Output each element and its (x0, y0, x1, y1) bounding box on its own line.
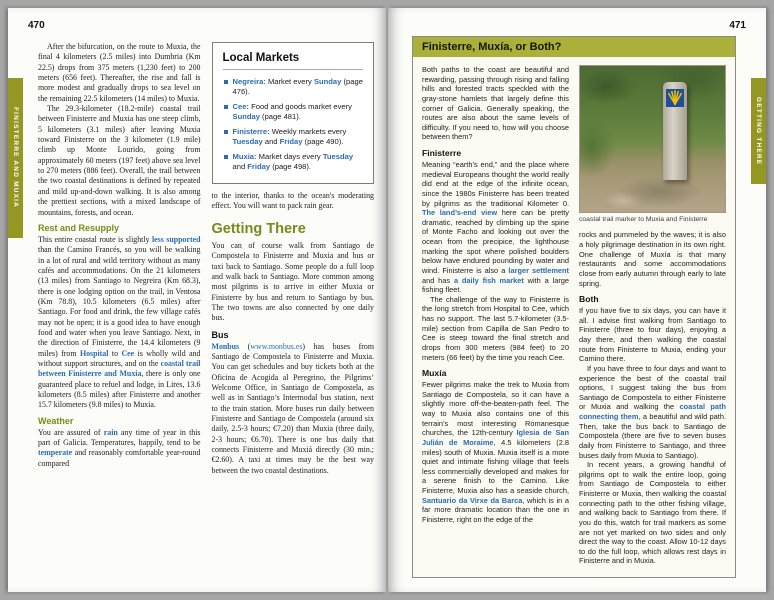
bus-heading: Bus (211, 329, 229, 340)
scallop-shell-icon (666, 89, 684, 107)
text-segment: , which is in a far more dramatic location than the one in Finisterre, right on the edge of the (422, 495, 569, 524)
feature-box-finisterre-muxia-or-both (412, 36, 736, 578)
feature-box-column-1 (422, 65, 569, 569)
cross-reference-link[interactable]: Tuesday (322, 152, 354, 162)
left-page-content (38, 42, 374, 580)
bullet-icon (224, 80, 228, 84)
paragraph: Both paths to the coast are beautiful and rewarding, passing through rising and falling hills and forested tracts speckled with the gray-stone hamlets that largely define this corner of Galicia. Generally speaking, the routes are also about the same levels of difficulty. If you need to, how will you choose between them? (422, 65, 569, 142)
text-segment: and reasonably comfortable year-round compared (38, 448, 201, 468)
page-left (8, 8, 386, 592)
market-list-item (223, 77, 364, 97)
rest-and-resupply-heading: Rest and Resupply (38, 222, 120, 233)
paragraph: After the bifurcation, on the route to Muxia, the final 4 kilometers (2.5 miles) into Dumbria (Km 22.5) drops from 375 meters (1,230 feet) to 200 meters (656 feet). Thereafter, the rise and fall is more modest and gradually drops to sea level on the remaining 22.5 kilometers (14 miles) to Muxia. (38, 42, 201, 103)
cross-reference-link[interactable]: coastal path connecting them (579, 402, 726, 422)
text-segment: , 4.5 kilometers (2.8 miles) south of Muxia. Muxia itself is a more quiet and intimate fishing village that feels less commercially developed and makes for a serene finish to the Camino. Like Finisterre, Muxia also has a seaside church, (422, 437, 569, 495)
market-item-text (233, 102, 352, 121)
paragraph: In recent years, a growing handful of pilgrims opt to walk the entire loop, going from Santiago de Compostela to either Finisterre or Muxia, then walking the coastal connecting path to the other fishing village, and walking back to Santiago from there. If you do this, watch for trail markers as some are not yet marked on two sides and only direct the way to the coast. Allow 10-12 days to do the full loop, which allows rest days in Finisterre and in Muxia. (579, 460, 726, 566)
text-segment: and has (422, 275, 454, 285)
page-right (388, 8, 766, 592)
cross-reference-link[interactable]: Negreira: (232, 77, 266, 86)
chapter-tab-label: FINISTERRE AND MUXIA (12, 107, 19, 209)
cross-reference-link[interactable]: Iglesia de San Julián de Moraime (422, 428, 570, 447)
section-tab-getting-there (751, 78, 766, 184)
text-segment: (page 498). (270, 162, 312, 172)
feature-box-title: Finisterre, Muxía, or Both? (413, 37, 735, 57)
finisterre-heading: Finisterre (422, 148, 462, 158)
cross-reference-link[interactable]: temperate (38, 448, 73, 458)
cross-reference-link[interactable]: Monbus (211, 341, 240, 351)
cross-reference-link[interactable]: Muxia: (232, 152, 257, 162)
text-segment: If you have three to four days and want to experience the best of the coastal trail options, I suggest taking the bus from Santiago de Compostela to either Finisterre or Muxia and walking the (579, 363, 726, 412)
cross-reference-link[interactable]: www.monbus.es (250, 341, 303, 351)
getting-there-heading: Getting There (211, 220, 306, 237)
text-segment: This entire coastal route is slightly (38, 234, 152, 244)
paragraph: If you have five to six days, you can have it all. I advise first walking from Santiago to Finisterre (three to four days), enjoying a day there, and then walking the coastal route from Finisterre to Muxia, ending your Camino there. (579, 306, 726, 364)
cross-reference-link[interactable]: larger settlement (508, 265, 569, 275)
text-segment: Market days every (256, 152, 323, 162)
local-markets-box (212, 42, 375, 184)
text-segment: (page 481). (259, 112, 301, 122)
market-list-item (223, 127, 364, 147)
text-segment: ( (239, 341, 251, 351)
market-item-text (233, 127, 347, 146)
text-segment: (page 476). (232, 77, 363, 97)
chapter-tab-finisterre-and-muxia (8, 78, 23, 238)
market-item-text (233, 152, 354, 171)
cross-reference-link[interactable]: a daily fish market (453, 275, 524, 285)
cross-reference-link[interactable]: less supported (151, 234, 201, 244)
text-segment: , there is only one guaranteed place to refuel and lodge, in Lires, 13.6 kilometers (8.5 miles) after Finisterre and another 15.7 kilometers (9.8 miles) to Muxia. (38, 369, 201, 410)
cross-reference-link[interactable]: Cee: (232, 102, 249, 112)
section-tab-label: GETTING THERE (755, 96, 762, 166)
text-segment: to (108, 348, 122, 358)
text-segment: Food and goods market every (248, 102, 352, 112)
cross-reference-link[interactable]: rain (103, 427, 118, 437)
paragraph: You can of course walk from Santiago de Compostela to Finisterre and Muxia and bus or taxi back to Santiago. Some people do a full loop and walk back to Santiago. More common among most pilgrims is to arrive in either Muxia or Finisterre by bus and return to Santiago by bus. The two towns are also connected by one daily bus. (211, 240, 374, 323)
text-segment: here can be pretty dramatic, reached by climbing up the spine of Monte Facho and looking out over the ocean from the precipice, the lighthouse marking the spot where polished boulders below have endured pounding by water and wind. Finisterre is also a (422, 208, 569, 275)
text-segment: , a beautiful and wild path. Then, take the bus back to Santiago de Compostela (there are five to seven buses daily from Finisterre to Santiago, and three buses daily from Muxia to Santiago). (579, 412, 726, 460)
text-segment: Meaning “earth’s end,” and the place where medieval Europeans thought the world really did end at the edge of the infinite ocean, since the 1980s Finisterre has been treated by pilgrims as the traditional Kilometer 0. (422, 160, 569, 208)
text-segment: You are assured of (38, 427, 104, 437)
trail-marker-photo (579, 65, 726, 213)
text-segment: is wholly wild and without support structures, and on the (38, 348, 201, 368)
paragraph (38, 428, 201, 469)
text-segment: Weekly markets every (269, 127, 347, 137)
paragraph (38, 235, 201, 411)
both-heading: Both (579, 294, 599, 305)
trail-marker-post (663, 82, 687, 180)
text-segment: and (232, 162, 248, 172)
text-segment: with a large fishing fleet. (422, 275, 569, 295)
market-list-item (223, 152, 364, 172)
muxia-heading: Muxía (422, 368, 447, 379)
cross-reference-link[interactable]: Friday (247, 162, 271, 172)
text-segment: than the Camino Francés, so you will be walking in a lot of rural and wild territory without as many cafés and accommodations. On the 21 kilometers (13 miles) from Santiago to Negreira (Km 68.3), there is one lodging option on the trail, in Ventosa (Km 78.8), 10.5 kilometers (6.5 miles) after Santiago. For food and drink, the few village cafés may not be open; it is a good idea to have enough food and water when you leave Santiago. Next, in the direction of Finisterre, the 14.4 kilometers (9 miles) from (38, 245, 201, 358)
cross-reference-link[interactable]: Cee (121, 348, 135, 358)
bullet-icon (224, 105, 228, 109)
paragraph: The challenge of the way to Finisterre is the long stretch from Hospital to Cee, which has no support. The last 5.7-kilometer (3.5-mile) section from Capilla de San Pedro to Cee is steep toward the final stretch and drops from 300 meters (984 feet) to 20 meters (66 feet) by the time you reach Cee. (422, 294, 569, 362)
text-segment: any time of year in this part of Galicia. Temperatures, happily, tend to be (38, 427, 201, 448)
left-column-2 (212, 42, 375, 580)
paragraph (422, 380, 569, 524)
paragraph: The 29.3-kilometer (18.2-mile) coastal trail between Finisterre and Muxia has one steep climb, 5 kilometers (3.1 miles) after leaving Muxia toward Finisterre on the 3 kilometer (1.9 mile) climb up Monte Lourido, going from approximately 60 meters (197 feet) above sea level to 270 meters (886 feet). Overall, the trail between the two coastal destinations is defined by repeated and mild up-and-down walking. It is also among the prettiest sections, with a mixed landscape of mountains, forests, and ocean. (38, 104, 201, 217)
text-segment: Fewer pilgrims make the trek to Muxia from Santiago de Compostela, so it can have a slightly more off-the-beaten-path feel. The way to Muxia also contains one of this terrain’s most interesting Romanesque churches, the 12th-century (422, 380, 569, 438)
cross-reference-link[interactable]: Finisterre: (232, 127, 270, 137)
cross-reference-link[interactable]: Sunday (232, 112, 260, 122)
photo-caption: coastal trail marker to Muxia and Finisterre (579, 216, 708, 223)
paragraph (422, 160, 569, 295)
paragraph: to the interior, thanks to the ocean's moderating effect. You will want to pack rain gear. (211, 191, 374, 211)
cross-reference-link[interactable]: Santuario da Virxe da Barca (422, 495, 523, 505)
cross-reference-link[interactable]: Hospital (79, 348, 109, 358)
page-number-right: 471 (729, 20, 746, 31)
cross-reference-link[interactable]: Tuesday (232, 137, 263, 147)
cross-reference-link[interactable]: coastal trail between Finisterre and Muxia (38, 358, 201, 379)
text-segment: and (262, 137, 280, 147)
paragraph: rocks and pummeled by the waves; it is also a holy pilgrimage destination in its own right. One challenge of Muxía is that many restaurants and some accommodations close from early autumn through early to late spring. (579, 230, 726, 288)
bullet-icon (224, 155, 228, 159)
local-markets-title: Local Markets (223, 52, 364, 70)
cross-reference-link[interactable]: Sunday (313, 77, 342, 86)
cross-reference-link[interactable]: Friday (279, 137, 303, 147)
weather-heading: Weather (38, 415, 74, 426)
paragraph (579, 364, 726, 460)
left-column-1 (38, 42, 201, 580)
market-list-item (223, 102, 364, 122)
cross-reference-link[interactable]: The land’s-end view (422, 208, 498, 218)
text-segment: ) has buses from Santiago de Compostela to Finisterre and Muxia. You can get schedules and buy tickets both at the Oficina de Acogida al Peregrino, the Pilgrims’ Welcome Office, in Santiago de Compostela, as well as in Santiago’s Intermodal bus station, next to the train station. More buses run daily between Finisterre and Santiago de Compostela (around six daily, 2.5-3 hours; €7.20) than Muxia (three daily, 2-3 hours; €6.70). There is one bus daily that connects Finisterre and Muxiá directly (30 min.; €2.60). A taxi at times may be the best way between the two coastal destinations. (211, 341, 374, 475)
feature-box-columns (413, 57, 735, 577)
feature-box-column-2 (579, 65, 726, 569)
text-segment: Market every (265, 77, 314, 86)
paragraph (212, 342, 375, 476)
market-item-text (233, 77, 363, 96)
page-number-left: 470 (28, 20, 45, 31)
text-segment: (page 490). (302, 137, 344, 147)
bullet-icon (224, 130, 228, 134)
